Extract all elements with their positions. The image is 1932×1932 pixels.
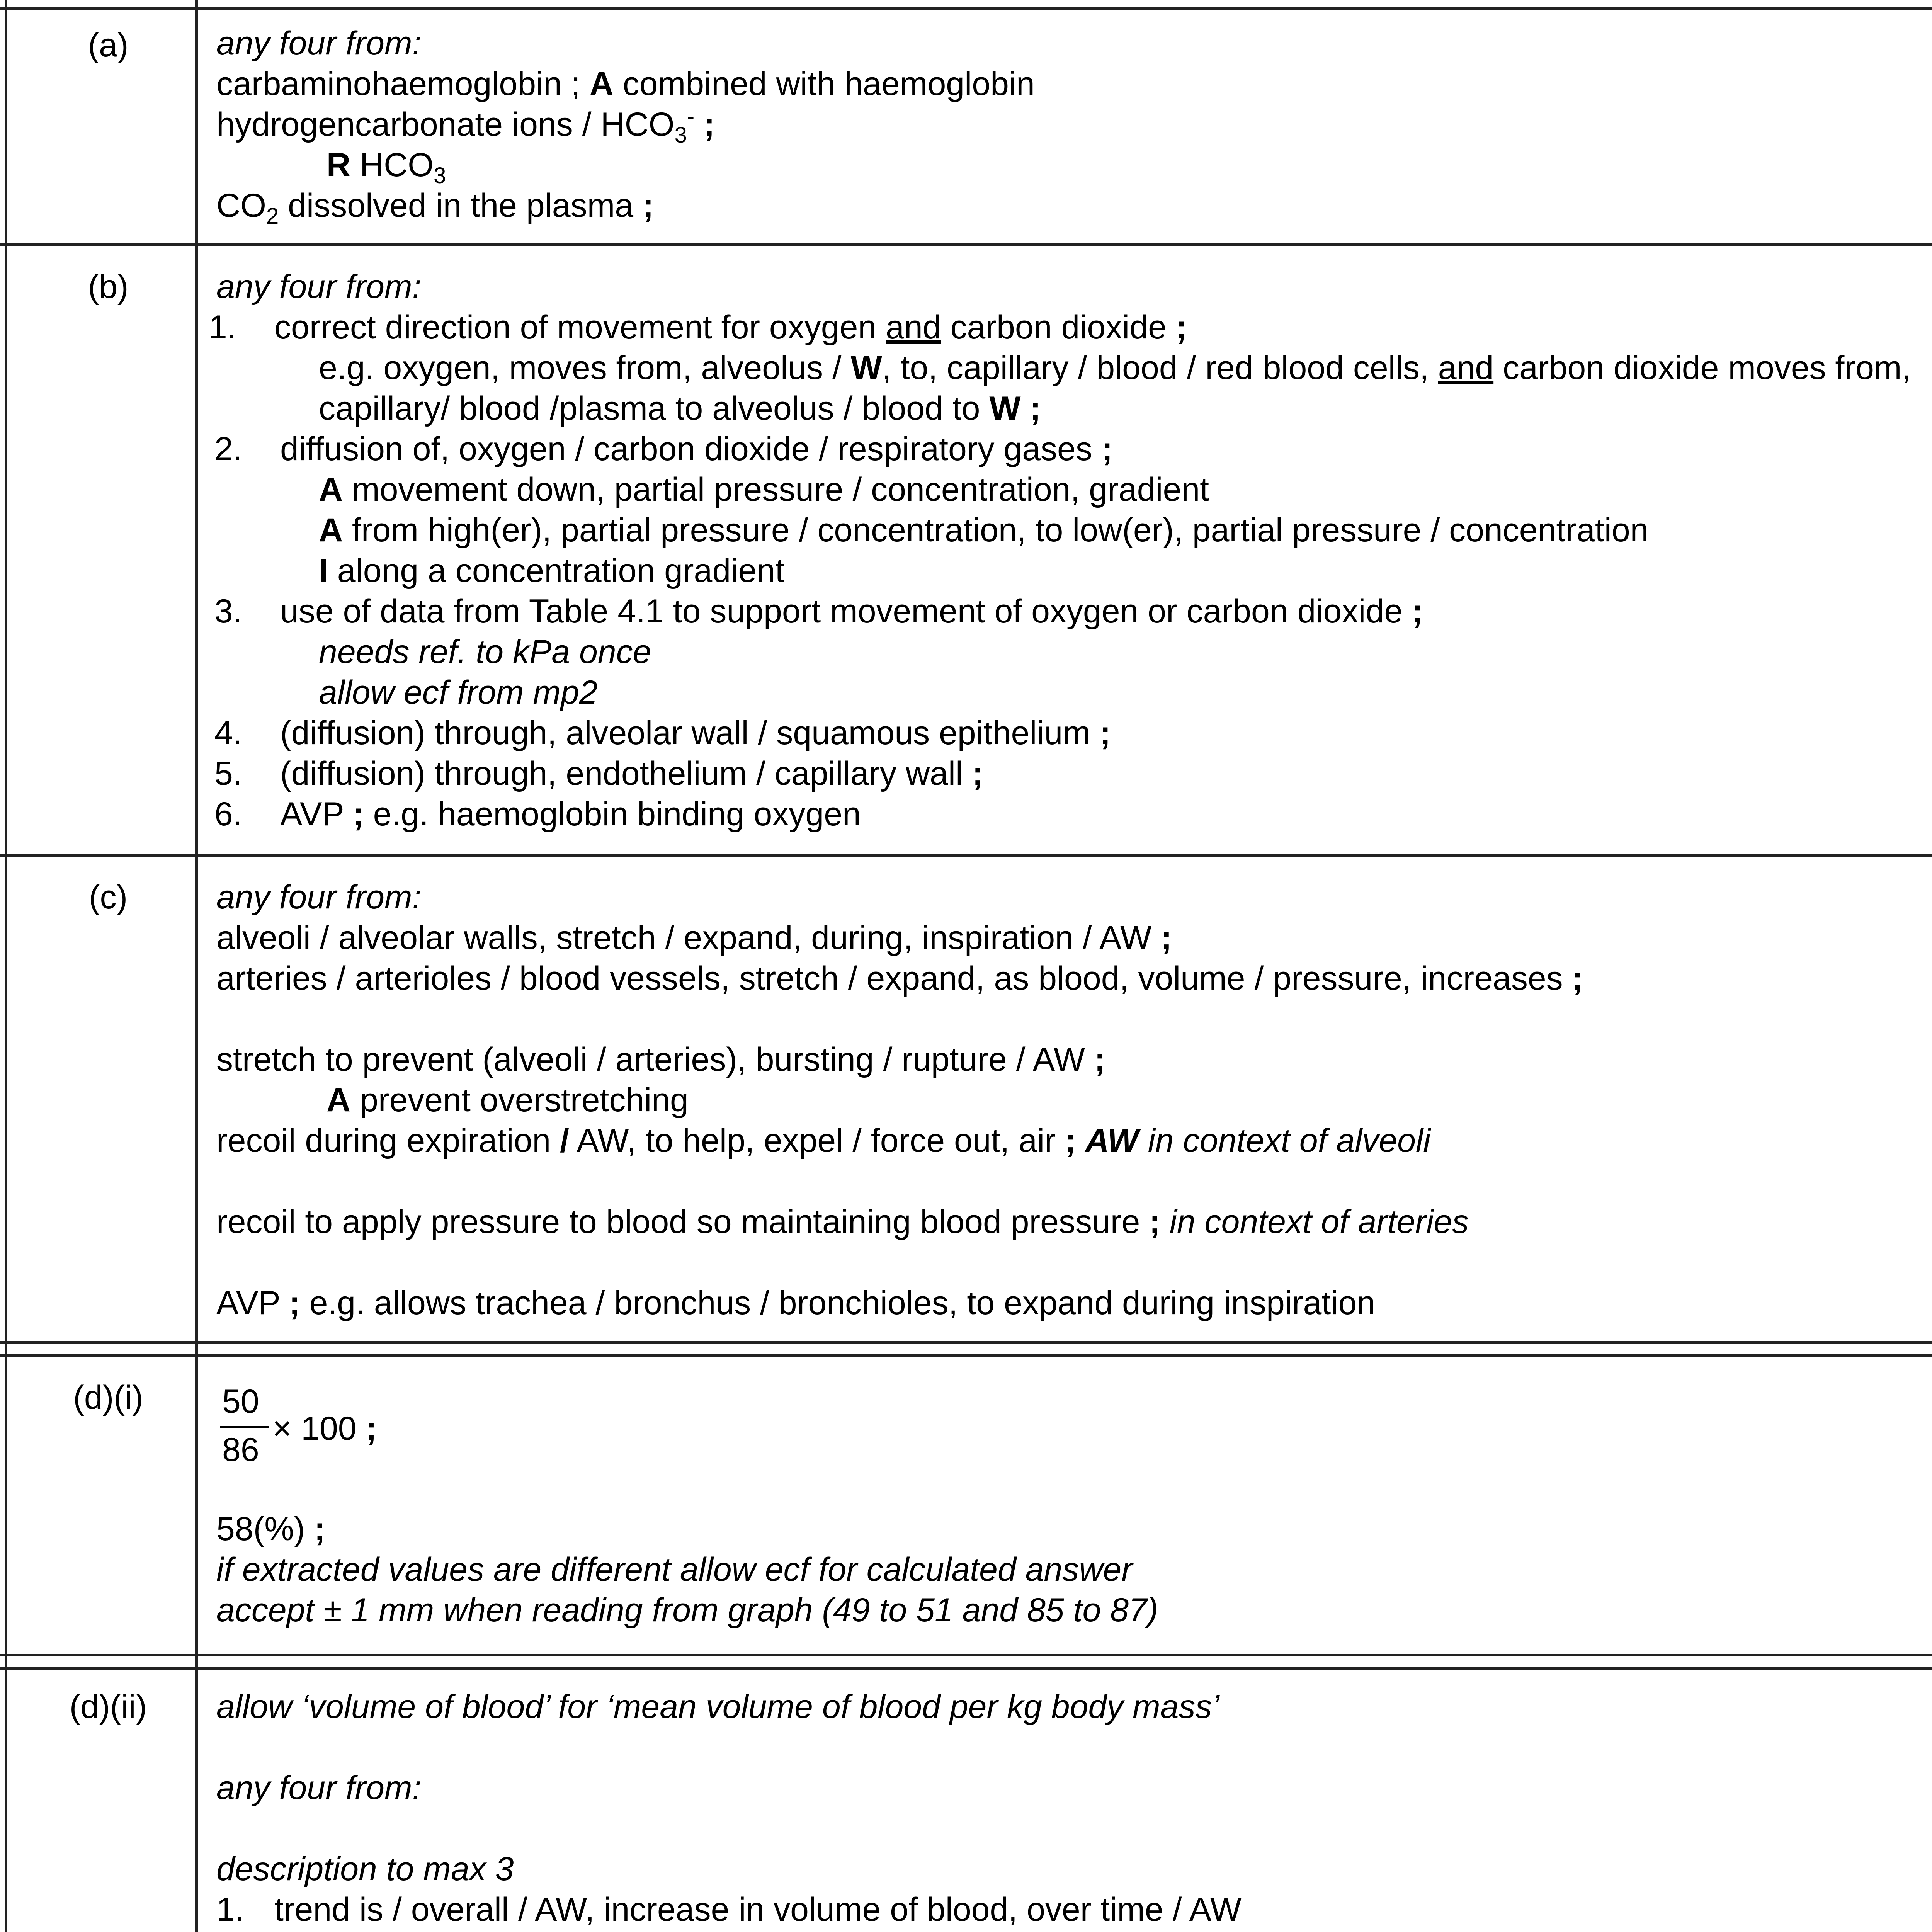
- answer-line: recoil to apply pressure to blood so maintaining blood pressure ; in context of arteries: [216, 1203, 1469, 1240]
- accept-note: A from high(er), partial pressure / concentration, to low(er), partial pressure / concentration: [319, 512, 1649, 549]
- answer-line: hydrogencarbonate ions / $HCO_3^-$ ;: [216, 104, 715, 148]
- answer-line: $CO_2$ dissolved in the plasma ;: [216, 187, 654, 229]
- instruction-text: any four from:: [216, 25, 422, 62]
- answer-dii: [216, 1687, 1932, 1932]
- spacer: [216, 1808, 1932, 1849]
- spacer: [216, 999, 1932, 1039]
- fraction-bar: [220, 1426, 269, 1428]
- answer-line: recoil during expiration / AW, to help, expel / force out, air ; AW in context of alveoli: [216, 1122, 1431, 1159]
- answer-c: [216, 877, 1932, 1323]
- guidance-note: accept ± 1 mm when reading from graph (49 to 51 and 85 to 87): [216, 1592, 1158, 1629]
- question-label: (d)(ii): [69, 1688, 147, 1725]
- answer-line: arteries / arterioles / blood vessels, stretch / expand, as blood, volume / pressure, increases ;: [216, 960, 1583, 997]
- reject-note: R $HCO_3$: [327, 146, 446, 189]
- accept-note: A movement down, partial pressure / concentration, gradient: [319, 471, 1209, 508]
- answer-line: alveoli / alveolar walls, stretch / expand, during, inspiration / AW ;: [216, 919, 1172, 956]
- table-border: [0, 1667, 1932, 1670]
- instruction-text: any four from:: [216, 1769, 422, 1806]
- answer-line: carbaminohaemoglobin ; A combined with haemoglobin: [216, 65, 1035, 102]
- guidance-note: allow ecf from mp2: [319, 674, 598, 711]
- answer-line: AVP ; e.g. allows trachea / bronchus / bronchioles, to expand during inspiration: [216, 1284, 1376, 1321]
- section-heading: description to max 3: [216, 1850, 514, 1888]
- spacer: [216, 1727, 1932, 1768]
- guidance-note: if extracted values are different allow ecf for calculated answer: [216, 1551, 1133, 1588]
- instruction-text: any four from:: [216, 268, 422, 305]
- example-text: e.g. oxygen, moves from, alveolus / W, to, capillary / blood / red blood cells, and carbon dioxide moves from,: [319, 349, 1911, 386]
- spacer: [216, 1242, 1932, 1283]
- answer-line: 58(%) ;: [216, 1510, 325, 1548]
- marking-point: 5. (diffusion) through, endothelium / capillary wall ;: [214, 755, 983, 792]
- answer-line: stretch to prevent (alveoli / arteries), bursting / rupture / AW ;: [216, 1041, 1105, 1078]
- guidance-note: needs ref. to kPa once: [319, 633, 651, 670]
- spacer: [216, 1161, 1932, 1202]
- multiplier: × 100 ;: [272, 1410, 377, 1447]
- marking-point: 2. diffusion of, oxygen / carbon dioxide / respiratory gases ;: [214, 430, 1113, 468]
- answer-di: [216, 1509, 1932, 1631]
- fraction-numerator: 50: [222, 1383, 259, 1420]
- question-label: (d)(i): [73, 1379, 143, 1416]
- question-label: (c): [88, 879, 128, 916]
- or-text: [216, 1930, 1932, 1932]
- table-border: [0, 1654, 1932, 1656]
- fraction-denominator: 86: [222, 1431, 259, 1468]
- table-border: [0, 1354, 1932, 1357]
- marking-point: 3. use of data from Table 4.1 to support movement of oxygen or carbon dioxide ;: [214, 593, 1423, 630]
- answer-b: [209, 267, 1932, 835]
- table-border: [0, 243, 1932, 246]
- table-border: [0, 1341, 1932, 1344]
- ignore-note: I along a concentration gradient: [319, 552, 784, 589]
- marking-point: 4. (diffusion) through, alveolar wall / squamous epithelium ;: [214, 714, 1111, 752]
- table-border: [0, 7, 1932, 10]
- accept-note: A prevent overstretching: [327, 1082, 689, 1119]
- question-label: (a): [88, 27, 129, 64]
- marking-point: 1. trend is / overall / AW, increase in volume of blood, over time / AW: [216, 1891, 1242, 1928]
- marking-point: 6. AVP ; e.g. haemoglobin binding oxygen: [214, 796, 861, 833]
- marking-point: 1. correct direction of movement for oxygen and carbon dioxide ;: [209, 309, 1187, 346]
- instruction-text: any four from:: [216, 879, 422, 916]
- column-divider: [5, 0, 7, 1932]
- example-text: capillary/ blood /plasma to alveolus / blood to W ;: [319, 390, 1041, 427]
- question-label: (b): [88, 268, 129, 305]
- table-border: [0, 854, 1932, 857]
- guidance-note: allow ‘volume of blood’ for ‘mean volume of blood per kg body mass’: [216, 1688, 1219, 1725]
- answer-a: [216, 23, 1932, 229]
